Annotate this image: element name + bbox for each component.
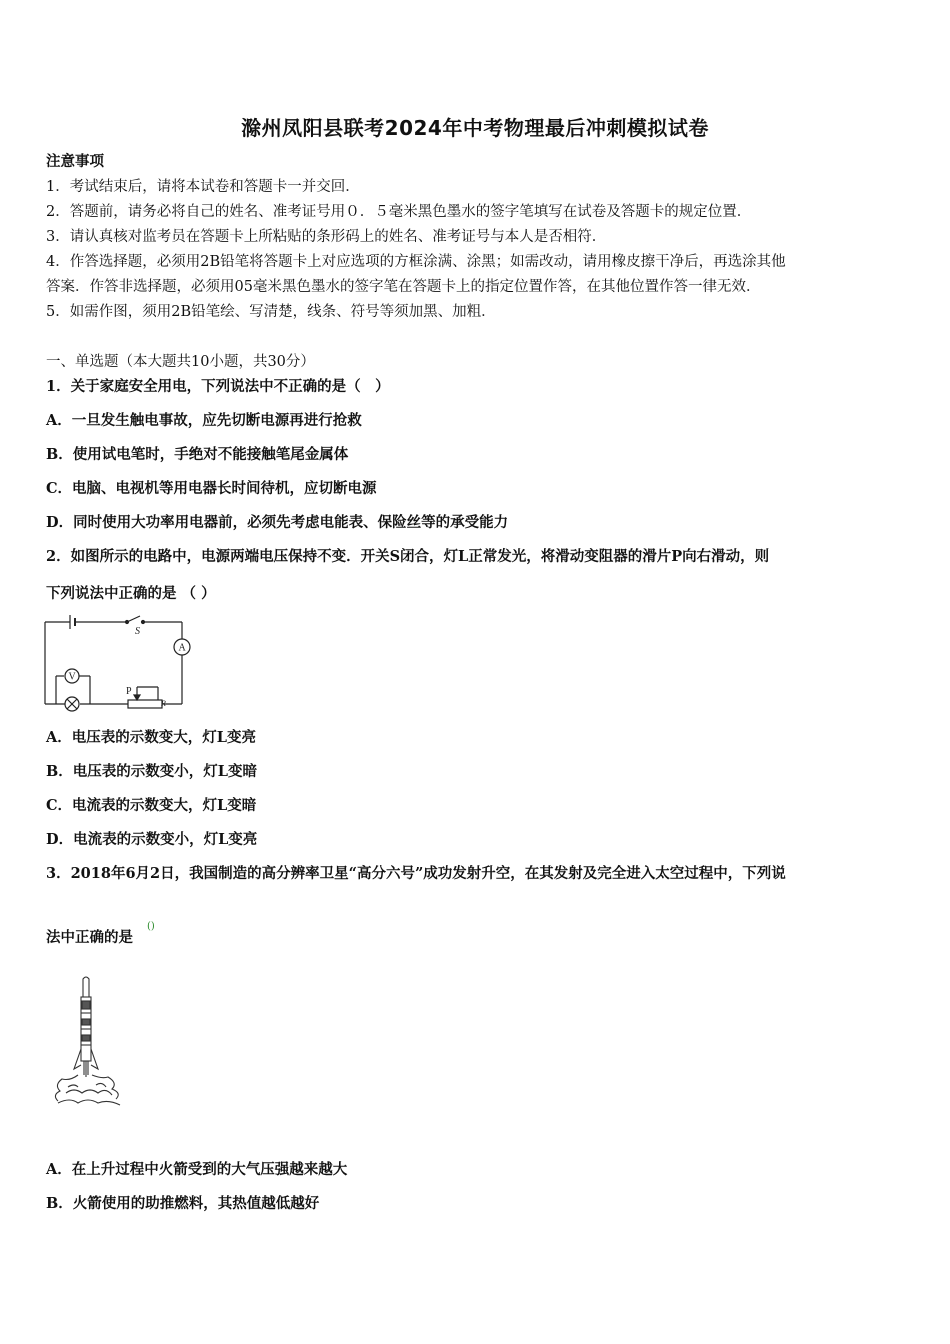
question-2-stem-line1: 2．如图所示的电路中，电源两端电压保持不变．开关S闭合，灯L正常发光，将滑动变阻器的滑片P向右滑动，则 [46,548,770,565]
notice-item: 1．考试结束后，请将本试卷和答题卡一并交回． [46,179,360,195]
notice-heading: 注意事项 [46,153,104,170]
question-3-option-a: A．在上升过程中火箭受到的大气压强越来越大 [46,1161,348,1178]
question-1-option-b: B．使用试电笔时，手绝对不能接触笔尾金属体 [46,446,349,463]
question-2-option-b: B．电压表的示数变小，灯L变暗 [46,763,257,780]
question-3-option-b: B．火箭使用的助推燃料，其热值越低越好 [46,1195,320,1212]
question-3-stem-line2: 法中正确的是 [46,929,133,946]
notice-item: 2．答题前，请务必将自己的姓名、准考证号用０．５毫米黑色墨水的签字笔填写在试卷及答题卡的规定位置． [46,204,752,220]
ammeter-label: A [178,642,186,654]
slider-label: P [126,686,132,697]
rheostat-label: R [161,699,166,708]
switch-label: S [135,626,140,637]
page-title: 滁州凤阳县联考2024年中考物理最后冲刺模拟试卷 [241,116,709,140]
switch-lever [127,616,140,622]
question-1-option-a: A．一旦发生触电事故，应先切断电源再进行抢救 [46,412,362,429]
section-heading: 一、单选题（本大题共10小题，共30分） [46,354,315,370]
notice-item: 5．如需作图，须用2B铅笔绘、写清楚，线条、符号等须加黑、加粗． [46,304,496,320]
rheostat-symbol [128,700,162,708]
question-1-option-d: D．同时使用大功率用电器前，必须先考虑电能表、保险丝等的承受能力 [46,514,509,531]
question-2-option-d: D．电流表的示数变小，灯L变亮 [46,831,258,848]
circuit-diagram [40,612,200,716]
question-2-stem-line2: 下列说法中正确的是 （ ） [46,585,216,602]
question-1-option-c: C．电脑、电视机等用电器长时间待机，应切断电源 [46,480,377,497]
question-2-option-a: A．电压表的示数变大，灯L变亮 [46,729,256,746]
notice-item: 3．请认真核对监考员在答题卡上所粘贴的条形码上的姓名、准考证号与本人是否相符． [46,229,607,245]
question-3-blank-mark: () [147,921,155,932]
rocket-illustration [48,975,130,1120]
voltmeter-label: V [68,671,76,683]
notice-item: 答案．作答非选择题，必须用05毫米黑色墨水的签字笔在答题卡上的指定位置作答，在其他位置作答一律无效． [46,279,761,295]
question-2-option-c: C．电流表的示数变大，灯L变暗 [46,797,257,814]
question-3-stem-line1: 3．2018年6月2日，我国制造的高分辨率卫星“高分六号”成功发射升空，在其发射及完全进入太空过程中，下列说 [46,865,786,882]
notice-item: 4．作答选择题，必须用2B铅笔将答题卡上对应选项的方框涂满、涂黑；如需改动，请用橡皮擦干净后，再选涂其他 [46,254,786,270]
question-1-stem: 1．关于家庭安全用电，下列说法中不正确的是（ ） [46,378,390,395]
